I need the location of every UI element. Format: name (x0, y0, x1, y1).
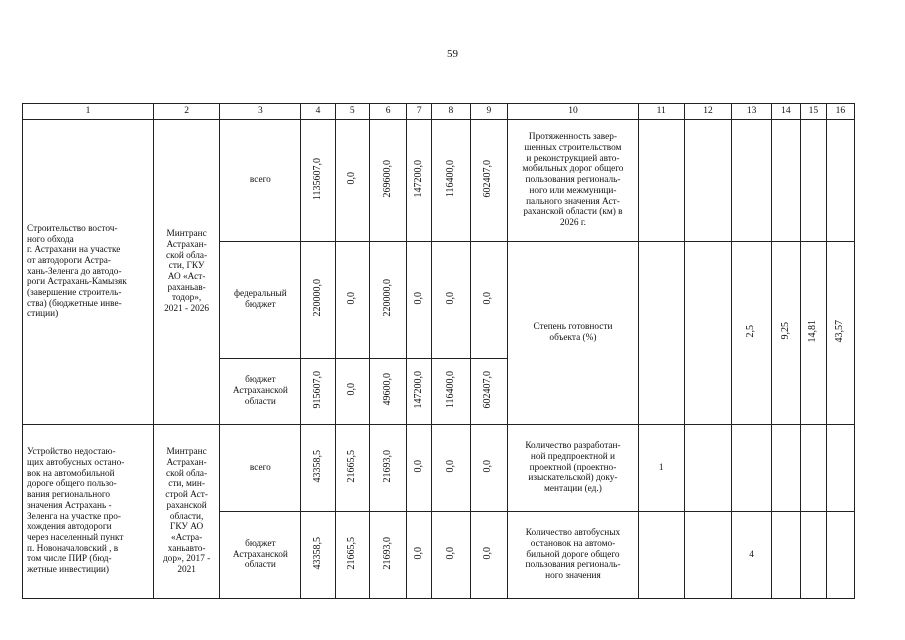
amount-cell-text: 147200,0 (412, 159, 424, 198)
amount-cell-text: 116400,0 (444, 371, 456, 409)
indicator-value-cell (826, 120, 854, 242)
amount-cell (301, 120, 335, 242)
amount-cell (301, 359, 335, 425)
amount-cell (432, 512, 470, 599)
amount-cell-text: 915607,0 (311, 370, 323, 409)
indicator-cell: Степень готовности объекта (%) (508, 242, 639, 425)
amount-cell-text: 0,0 (444, 546, 456, 560)
amount-cell (301, 242, 335, 359)
amount-cell (470, 120, 507, 242)
indicator-value-cell (771, 512, 800, 599)
amount-cell-text: 0,0 (412, 546, 424, 560)
amount-cell (432, 120, 470, 242)
indicator-value-cell (684, 425, 732, 512)
indicator-value-cell (800, 512, 826, 599)
header-cell: 4 (301, 104, 335, 120)
amount-cell-text: 21693,0 (381, 449, 393, 483)
indicator-value-cell-text: 14,81 (807, 319, 819, 343)
amount-cell-text: 0,0 (444, 291, 456, 305)
amount-cell (432, 425, 470, 512)
funding-source-cell: всего (220, 425, 301, 512)
executor-cell: Минтранс Астрахан- ской обла- сти, ГКУ АО «Аст- раханьав- тодор», 2021 - 2026 (153, 120, 219, 425)
indicator-value-cell (800, 425, 826, 512)
header-cell: 3 (220, 104, 301, 120)
indicator-value-cell (800, 120, 826, 242)
indicator-value-cell (826, 425, 854, 512)
executor-cell: Минтранс Астрахан- ской обла- сти, мин- строй Аст- раханской области, ГКУ АО «Астра- ханьавто- дор», 2017 - 2021 (153, 425, 219, 599)
indicator-value-cell (771, 120, 800, 242)
indicator-value-cell (732, 425, 771, 512)
header-cell: 11 (638, 104, 684, 120)
amount-cell-text: 21693,0 (381, 536, 393, 570)
amount-cell (470, 425, 507, 512)
amount-cell (335, 242, 369, 359)
amount-cell (369, 120, 406, 242)
amount-cell-text: 21665,5 (345, 536, 357, 570)
amount-cell-text: 49600,0 (381, 373, 393, 406)
amount-cell (407, 359, 432, 425)
amount-cell-text: 0,0 (412, 291, 424, 305)
amount-cell (301, 425, 335, 512)
amount-cell-text: 116400,0 (444, 160, 456, 198)
header-cell: 5 (335, 104, 369, 120)
amount-cell (301, 512, 335, 599)
amount-cell (407, 425, 432, 512)
amount-cell-text: 220000,0 (311, 279, 323, 317)
indicator-value-cell (771, 425, 800, 512)
header-cell: 9 (470, 104, 507, 120)
measure-name-cell: Устройство недостаю- щих автобусных остано- вок на автомобильной дороге общего пользо- вания регионального значения Астрахань - Зеленга на участке про- хождения автодороги через населенный пункт п. Новоначаловский , в том числе ПИР (бюд- жетные инвестиции) (23, 425, 154, 599)
amount-cell-text: 21665,5 (345, 449, 357, 483)
amount-cell (369, 359, 406, 425)
header-cell: 6 (369, 104, 406, 120)
amount-cell-text: 0,0 (345, 172, 357, 185)
funding-source-cell: бюджет Астраханской области (220, 359, 301, 425)
indicator-value-cell (826, 242, 854, 425)
header-cell: 15 (800, 104, 826, 120)
amount-cell (369, 242, 406, 359)
amount-cell (335, 425, 369, 512)
indicator-value-cell (826, 512, 854, 599)
amount-cell-text: 0,0 (482, 459, 494, 473)
indicator-cell: Протяженность завер- шенных строительством и реконструкцией авто- мобильных дорог общего пользования региональ- ного или межмуници- пального значения Аст- раханской области (км) в 2026 г. (508, 120, 639, 242)
indicator-value-cell (638, 242, 684, 425)
indicator-value-cell (638, 512, 684, 599)
amount-cell-text: 1135607,0 (311, 157, 323, 200)
amount-cell-text: 0,0 (345, 383, 357, 396)
program-table (22, 103, 855, 599)
header-cell: 8 (432, 104, 470, 120)
amount-cell (432, 242, 470, 359)
header-cell: 1 (23, 104, 154, 120)
amount-cell (369, 425, 406, 512)
header-cell: 10 (508, 104, 639, 120)
amount-cell (335, 359, 369, 425)
table-row (23, 120, 855, 242)
amount-cell (407, 512, 432, 599)
header-cell: 13 (732, 104, 771, 120)
indicator-value-cell (732, 242, 771, 425)
indicator-value-cell (800, 242, 826, 425)
indicator-value-cell-text: 2,5 (745, 324, 757, 338)
amount-cell (407, 120, 432, 242)
indicator-value-cell (684, 120, 732, 242)
amount-cell-text: 602407,0 (482, 159, 494, 198)
amount-cell-text: 147200,0 (412, 370, 424, 409)
indicator-value-cell (732, 120, 771, 242)
funding-source-cell: бюджет Астраханской области (220, 512, 301, 599)
indicator-value-cell-text: 43,57 (834, 319, 846, 343)
page-number: 59 (447, 48, 458, 60)
amount-cell-text: 269600,0 (381, 159, 393, 198)
amount-cell (335, 512, 369, 599)
amount-cell-text: 220000,0 (381, 279, 393, 317)
table-row (23, 425, 855, 512)
amount-cell-text: 43358,5 (311, 536, 323, 570)
amount-cell (407, 242, 432, 359)
indicator-value-cell: 1 (638, 425, 684, 512)
indicator-cell: Количество разработан- ной предпроектной и проектной (проектно- изыскательской) доку- ментации (ед.) (508, 425, 639, 512)
amount-cell (432, 359, 470, 425)
amount-cell (470, 359, 507, 425)
header-cell: 12 (684, 104, 732, 120)
indicator-value-cell (684, 512, 732, 599)
amount-cell-text: 0,0 (482, 546, 494, 560)
amount-cell-text: 602407,0 (482, 370, 494, 409)
indicator-value-cell (638, 120, 684, 242)
amount-cell-text: 43358,5 (311, 449, 323, 483)
header-cell: 16 (826, 104, 854, 120)
amount-cell (335, 120, 369, 242)
header-cell: 7 (407, 104, 432, 120)
indicator-cell: Количество автобусных остановок на автомо- бильной дороге общего пользования региональ- ного значения (508, 512, 639, 599)
funding-source-cell: федеральный бюджет (220, 242, 301, 359)
indicator-value-cell-text: 9,25 (779, 322, 791, 340)
indicator-value-cell: 4 (732, 512, 771, 599)
header-row (23, 104, 855, 120)
amount-cell (369, 512, 406, 599)
amount-cell-text: 0,0 (345, 291, 357, 305)
indicator-value-cell (771, 242, 800, 425)
header-cell: 2 (153, 104, 219, 120)
amount-cell (470, 242, 507, 359)
funding-source-cell: всего (220, 120, 301, 242)
indicator-value-cell (684, 242, 732, 425)
amount-cell-text: 0,0 (482, 291, 494, 305)
amount-cell (470, 512, 507, 599)
measure-name-cell: Строительство восточ- ного обхода г. Астрахани на участке от автодороги Астра- хань-Зеленга до автодо- роги Астрахань-Камызяк (завершение строитель- ства) (бюджетные инве- стиции) (23, 120, 154, 425)
header-cell: 14 (771, 104, 800, 120)
amount-cell-text: 0,0 (444, 459, 456, 473)
amount-cell-text: 0,0 (412, 459, 424, 473)
